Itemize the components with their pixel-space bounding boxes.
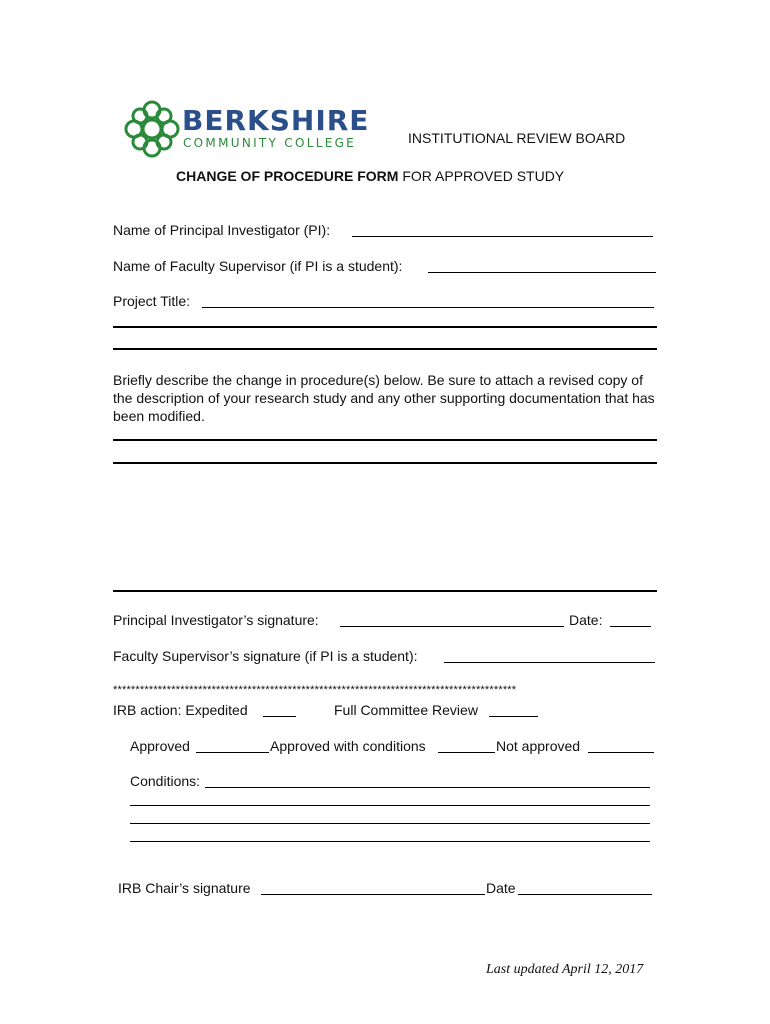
description-line-1[interactable] [113, 439, 657, 441]
board-heading: INSTITUTIONAL REVIEW BOARD [408, 130, 626, 146]
conditions-label: Conditions: [130, 773, 201, 789]
last-updated-note: Last updated April 12, 2017 [486, 962, 644, 977]
conditions-field-3[interactable] [130, 823, 650, 824]
approved-with-conditions-field[interactable] [438, 752, 495, 753]
conditions-field-2[interactable] [130, 805, 650, 806]
project-title-line-3[interactable] [113, 348, 657, 350]
full-committee-field[interactable] [489, 716, 538, 717]
pi-date-label: Date: [569, 612, 603, 628]
celtic-knot-logo-icon [124, 100, 180, 158]
pi-name-field[interactable] [352, 236, 653, 237]
irb-action-label: IRB action: Expedited [113, 702, 248, 718]
change-instructions: Briefly describe the change in procedure(s) below. Be sure to attach a revised copy of the description of your research study and any other supporting documentation that has been modified. [113, 372, 655, 424]
expedited-field[interactable] [263, 716, 296, 717]
college-logo [124, 100, 369, 160]
faculty-signature-field[interactable] [444, 662, 655, 663]
description-line-2[interactable] [113, 462, 657, 464]
approved-label: Approved [130, 738, 190, 754]
pi-date-field[interactable] [610, 626, 651, 627]
logo-name: BERKSHIRE [182, 104, 370, 137]
conditions-field-4[interactable] [130, 841, 650, 842]
faculty-supervisor-field[interactable] [428, 272, 656, 273]
not-approved-field[interactable] [588, 752, 654, 753]
faculty-supervisor-label: Name of Faculty Supervisor (if PI is a student): [113, 258, 403, 274]
not-approved-label: Not approved [496, 738, 581, 754]
irb-chair-date-field[interactable] [518, 894, 652, 895]
pi-signature-field[interactable] [340, 626, 564, 627]
pi-name-label: Name of Principal Investigator (PI): [113, 222, 331, 238]
faculty-signature-label: Faculty Supervisor’s signature (if PI is a student): [113, 648, 418, 664]
approved-field[interactable] [196, 752, 269, 753]
approved-with-conditions-label: Approved with conditions [270, 738, 426, 754]
pi-signature-label: Principal Investigator’s signature: [113, 612, 319, 628]
conditions-field-1[interactable] [205, 787, 650, 788]
irb-chair-signature-field[interactable] [261, 894, 485, 895]
description-line-3[interactable] [113, 590, 657, 592]
form-title-bold: CHANGE OF PROCEDURE FORM [176, 168, 399, 184]
full-committee-label: Full Committee Review [334, 702, 478, 718]
project-title-field[interactable] [202, 307, 654, 308]
project-title-line-2[interactable] [113, 326, 657, 328]
project-title-label: Project Title: [113, 293, 191, 309]
irb-chair-signature-label: IRB Chair’s signature [118, 880, 251, 896]
form-title [176, 168, 564, 185]
asterisk-separator: ****************************************************************************************** [113, 684, 517, 696]
form-title-rest: FOR APPROVED STUDY [398, 168, 565, 184]
logo-subtitle: COMMUNITY COLLEGE [183, 136, 357, 150]
irb-chair-date-label: Date [486, 880, 516, 896]
